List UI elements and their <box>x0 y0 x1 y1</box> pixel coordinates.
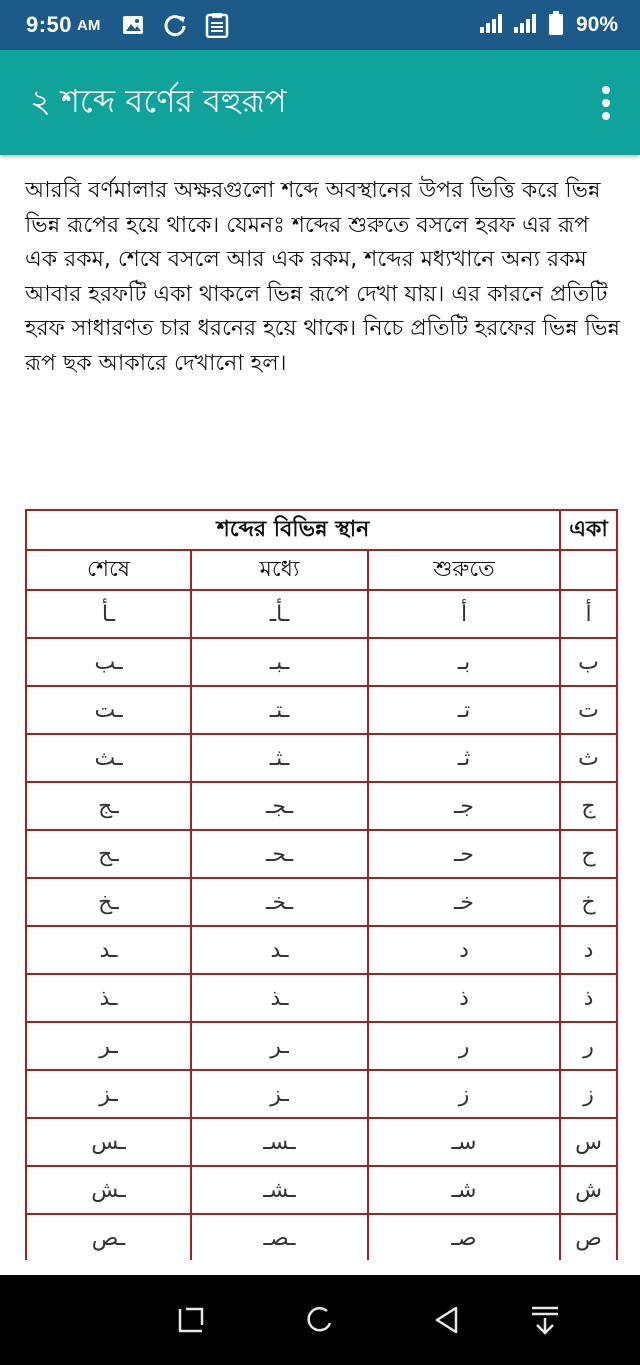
table-row <box>26 734 617 782</box>
letter-middle: ـتـ <box>191 686 368 734</box>
letter-start: حـ <box>368 830 560 878</box>
letter-middle: ـبـ <box>191 638 368 686</box>
letter-alone: ث <box>560 734 617 782</box>
letter-start: صـ <box>368 1214 560 1260</box>
letter-end: ـث <box>26 734 191 782</box>
letter-start: سـ <box>368 1118 560 1166</box>
table-row <box>26 974 617 1022</box>
letter-alone: ح <box>560 830 617 878</box>
letter-start: خـ <box>368 878 560 926</box>
table-row <box>26 878 617 926</box>
letter-end: ـأ <box>26 590 191 638</box>
notification-pull-icon[interactable] <box>528 1303 562 1337</box>
page-title: ২ শব্দে বর্ণের বহুরূপ <box>30 81 287 120</box>
letter-alone: ج <box>560 782 617 830</box>
letter-end: ـب <box>26 638 191 686</box>
table-row <box>26 590 617 638</box>
letter-middle: ـحـ <box>191 830 368 878</box>
letter-start: ز <box>368 1070 560 1118</box>
letter-start: تـ <box>368 686 560 734</box>
image-icon <box>120 12 146 38</box>
group-header: শব্দের বিভিন্ন স্থান <box>26 510 560 550</box>
table-row <box>26 1022 617 1070</box>
letter-alone: ت <box>560 686 617 734</box>
letter-alone: ذ <box>560 974 617 1022</box>
letter-end: ـش <box>26 1166 191 1214</box>
letter-middle: ـصـ <box>191 1214 368 1260</box>
battery-percent: 90% <box>575 13 618 36</box>
letter-end: ـص <box>26 1214 191 1260</box>
letter-start: د <box>368 926 560 974</box>
table-row <box>26 1070 617 1118</box>
letter-middle: ـذ <box>191 974 368 1022</box>
status-ampm: AM <box>77 16 101 34</box>
letter-alone: ز <box>560 1070 617 1118</box>
alone-header: একা <box>560 510 617 550</box>
table-row <box>26 926 617 974</box>
letter-alone: س <box>560 1118 617 1166</box>
cell-signal-icon <box>514 13 540 38</box>
letter-start: أ <box>368 590 560 638</box>
sync-icon <box>162 12 188 38</box>
wifi-signal-icon <box>480 13 506 38</box>
back-icon[interactable] <box>430 1303 464 1337</box>
description-text: আরবি বর্ণমালার অক্ষরগুলো শব্দে অবস্থানের উপর ভিত্তি করে ভিন্ন ভিন্ন রূপের হয়ে থাকে। যেমনঃ শব্দের শুরুতে বসলে হরফ এর রূপ এক রকম, শেষে বসলে আর এক রকম, শব্দের মধ্যখানে অন্য রকম আবার হরফটি একা থাকলে ভিন্ন রূপে দেখা যায়। এর কারনে প্রতিটি হরফ সাধারণত চার ধরনের হয়ে থাকে। নিচে প্রতিটি হরফের ভিন্ন ভিন্ন রূপ ছক আকারে দেখানো হল। <box>25 178 620 376</box>
table-column-header-row <box>26 550 617 590</box>
letter-alone: ب <box>560 638 617 686</box>
letter-alone: خ <box>560 878 617 926</box>
battery-icon <box>548 11 564 40</box>
letter-start: بـ <box>368 638 560 686</box>
column-header-middle: মধ্যে <box>191 550 368 590</box>
letter-end: ـز <box>26 1070 191 1118</box>
table-row <box>26 686 617 734</box>
table-body <box>26 590 617 1260</box>
letter-start: ر <box>368 1022 560 1070</box>
letter-alone: ش <box>560 1166 617 1214</box>
letter-start: جـ <box>368 782 560 830</box>
letter-middle: ـد <box>191 926 368 974</box>
letter-middle: ـخـ <box>191 878 368 926</box>
column-header-start: শুরুতে <box>368 550 560 590</box>
table-group-header-row <box>26 510 617 550</box>
letter-end: ـخ <box>26 878 191 926</box>
table-row <box>26 1166 617 1214</box>
letter-alone: د <box>560 926 617 974</box>
letter-end: ـس <box>26 1118 191 1166</box>
letter-middle: ـر <box>191 1022 368 1070</box>
letter-end: ـر <box>26 1022 191 1070</box>
status-indicators <box>480 11 618 40</box>
table-row <box>26 830 617 878</box>
letter-end: ـج <box>26 782 191 830</box>
letter-end: ـذ <box>26 974 191 1022</box>
letter-end: ـت <box>26 686 191 734</box>
navigation-bar <box>0 1275 640 1365</box>
clipboard-icon <box>204 12 230 38</box>
status-bar <box>0 0 640 50</box>
letter-alone: أ <box>560 590 617 638</box>
letter-start: شـ <box>368 1166 560 1214</box>
letter-end: ـح <box>26 830 191 878</box>
letter-forms-table <box>25 509 618 1260</box>
letter-middle: ـشـ <box>191 1166 368 1214</box>
app-bar <box>0 50 640 155</box>
recent-apps-icon[interactable] <box>174 1303 208 1337</box>
table-row <box>26 1214 617 1260</box>
column-header-end: শেষে <box>26 550 191 590</box>
home-icon[interactable] <box>303 1303 337 1337</box>
column-header-alone <box>560 550 617 590</box>
more-vert-icon[interactable] <box>600 86 612 120</box>
letter-middle: ـز <box>191 1070 368 1118</box>
letter-end: ـد <box>26 926 191 974</box>
letter-middle: ـأـ <box>191 590 368 638</box>
table-row <box>26 782 617 830</box>
letter-middle: ـثـ <box>191 734 368 782</box>
letter-start: ثـ <box>368 734 560 782</box>
letter-start: ذ <box>368 974 560 1022</box>
status-time: 9:50 <box>26 12 73 37</box>
letter-middle: ـجـ <box>191 782 368 830</box>
table-row <box>26 638 617 686</box>
letter-middle: ـسـ <box>191 1118 368 1166</box>
table-row <box>26 1118 617 1166</box>
letter-alone: ص <box>560 1214 617 1260</box>
content-card <box>10 160 630 1260</box>
letter-alone: ر <box>560 1022 617 1070</box>
